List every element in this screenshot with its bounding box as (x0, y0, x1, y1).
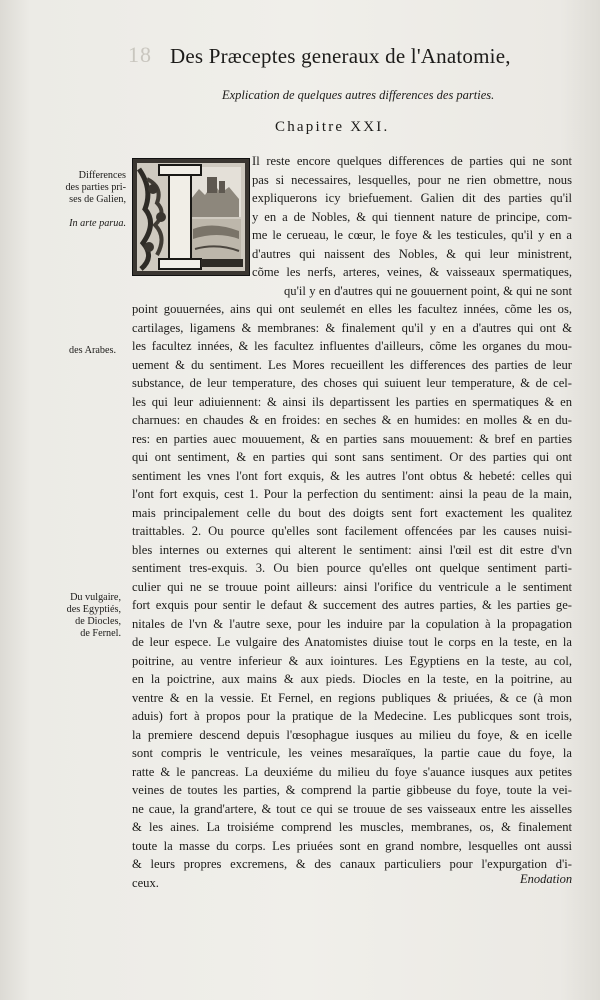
chapter-subtitle: Explication de quelques autres differences des parties. (222, 88, 495, 102)
margin-note-line: des parties pri- (65, 182, 126, 193)
text-line: de leur espece. Le vulgaire des Anatomistes diuise tout le corps en la teste, en la (132, 635, 572, 649)
margin-note-line: des Arabes. (69, 345, 116, 356)
text-line: nitales de l'vn & l'autre sexe, pour les induire par la copulation à la propagation (132, 616, 572, 631)
margin-note-line: In arte parua. (69, 218, 126, 229)
body-text (132, 152, 572, 892)
text-line: bles internes ou externes qui alterent le sentiment: ainsi l'œil est dit estre d'vn (132, 542, 572, 557)
text-line: ratte & le pancreas. La deuxiéme du milieu du foye s'auance iusques aux petites (132, 764, 572, 779)
margin-note-in-arte-parua (60, 218, 126, 230)
text-line: y en a de Nobles, & qui tiennent nature de principe, com- (252, 209, 572, 224)
margin-note-arabes (50, 345, 116, 357)
text-line: expliquerons icy briefuement. Galien dit des parties qu'il (252, 191, 572, 205)
text-line: charnues: en chaudes & en froides: en seches & en humides: en molles & en du- (132, 413, 572, 427)
text-line: sentiment les vnes l'ont fort exquis, & les autres l'ont obtus & hebeté: celles qui (132, 468, 572, 483)
text-line: ne caue, la grand'artere, & tout ce qui se trouue de ses vaisseaux entre les aisselles (132, 801, 572, 816)
text-line: veines de toutes les parties, & comprend la partie gibbeuse du foye, toute la vei- (132, 783, 572, 797)
text-line: uement & du sentiment. Les Mores recueillent les differences des parties de leur (132, 357, 572, 372)
margin-note-vulgaire (55, 592, 121, 640)
text-line: l'ont fort exquis, cest 1. Pour la perfection du sentiment: ainsi la peau de la main, (132, 487, 572, 501)
text-line: me le cerueau, le cœur, le foye & les testicules, qu'il y en a (252, 228, 572, 242)
text-line: & leurs propres excremens, & des canaux particuliers pour l'expurgation d'i- (132, 857, 572, 871)
chapter-heading: Chapitre XXI. (275, 119, 390, 135)
running-head: Des Præceptes generaux de l'Anatomie, (170, 44, 511, 68)
text-line: cõme les nerfs, arteres, veines, & vaisseaux spermatiques, (252, 265, 572, 279)
margin-note-line: de Fernel. (80, 628, 121, 639)
text-line: en la poictrine, aux mains & aux pieds. Diocles en la teste, en la poitrine, au (132, 672, 572, 686)
text-line: sont compris le ventricule, les veines mesaraïques, la partie caue du foye, la (132, 746, 572, 760)
margin-note-line: ses de Galien, (69, 194, 126, 205)
text-line: res: en parties auec mouuement, & en parties sans mouuement: & bref en parties (132, 431, 572, 446)
text-line: qu'il y en d'autres qui ne gouuernent point, & qui ne sont (284, 283, 572, 298)
text-line: & les aines. La troisiéme comprend les muscles, membranes, os, & finalement (132, 820, 572, 834)
text-line: point gouuernées, ains qui ont seulemét en elles les facultez innées, cõme les os, (132, 302, 572, 316)
text-line: ceux. (132, 875, 159, 890)
text-line: la premiere descend depuis l'œsophague iusques au milieu du foye, & en icelle (132, 727, 572, 742)
catchword: Enodation (520, 872, 573, 886)
margin-note-line: Differences (78, 170, 126, 181)
margin-note-line: Du vulgaire, (70, 592, 121, 603)
text-line: aduis) fort à propos pour la pratique de la Medecine. Les publicques sont trois, (132, 709, 572, 723)
text-line: pas si necessaires, lesquelles, pour ne rien obmettre, nous (252, 172, 572, 187)
margin-note-galien (60, 170, 126, 206)
text-line: poitrine, au ventre inferieur & aux iointures. Les Egyptiens en la teste, au col, (132, 653, 572, 668)
margin-note-line: de Diocles, (75, 616, 121, 627)
text-line: sentiment tres-exquis. 3. Ou bien pource qu'elles ont quelque sentiment parti- (132, 561, 572, 575)
margin-note-line: des Egyptiés, (66, 604, 121, 615)
text-line: les facultez innées, & les facultez influentes d'ailleurs, cõme les organes du mou- (132, 339, 572, 353)
text-line: cartilages, ligamens & membranes: & finalement qu'il y en a d'autres qui ont & (132, 320, 572, 335)
text-line: traittables. 2. Ou pource qu'elles sont facilement offencées par les causes nuisi- (132, 524, 572, 538)
text-line: qui ont sentiment, & en parties qui sont sans sentiment. Or des parties qui ont (132, 450, 572, 464)
text-line: culier qui ne se trouue point ailleurs: ainsi l'orifice du ventricule a le sentiment (132, 579, 572, 594)
page-number: 18 (128, 42, 152, 67)
text-line: fort exquis pour sentir le defaut & succement des autres parties, & les parties ge- (132, 598, 572, 612)
text-line: ventre & en la vessie. Et Fernel, en regions publiques & priuées, & ce (à mon (132, 690, 572, 705)
text-line: les qui leur adiuiennent: & ainsi ils departissent les parties en spermatiques & en (132, 394, 572, 409)
text-line: Il reste encore quelques differences de parties qui ne sont (252, 154, 572, 168)
text-line: substance, de leur temperature, des choses qui suiuent leur temperature, & de cel- (132, 376, 572, 390)
text-line: mais principalement celle du bout des doigts sent fort exactement les qualitez (132, 505, 572, 520)
text-line: toute la masse du corps. Les priuées sont en grand nombre, lesquelles ont aussi (132, 838, 572, 853)
text-line: d'autres qui naissent des Nobles, & qui leur ministrent, (252, 246, 572, 261)
